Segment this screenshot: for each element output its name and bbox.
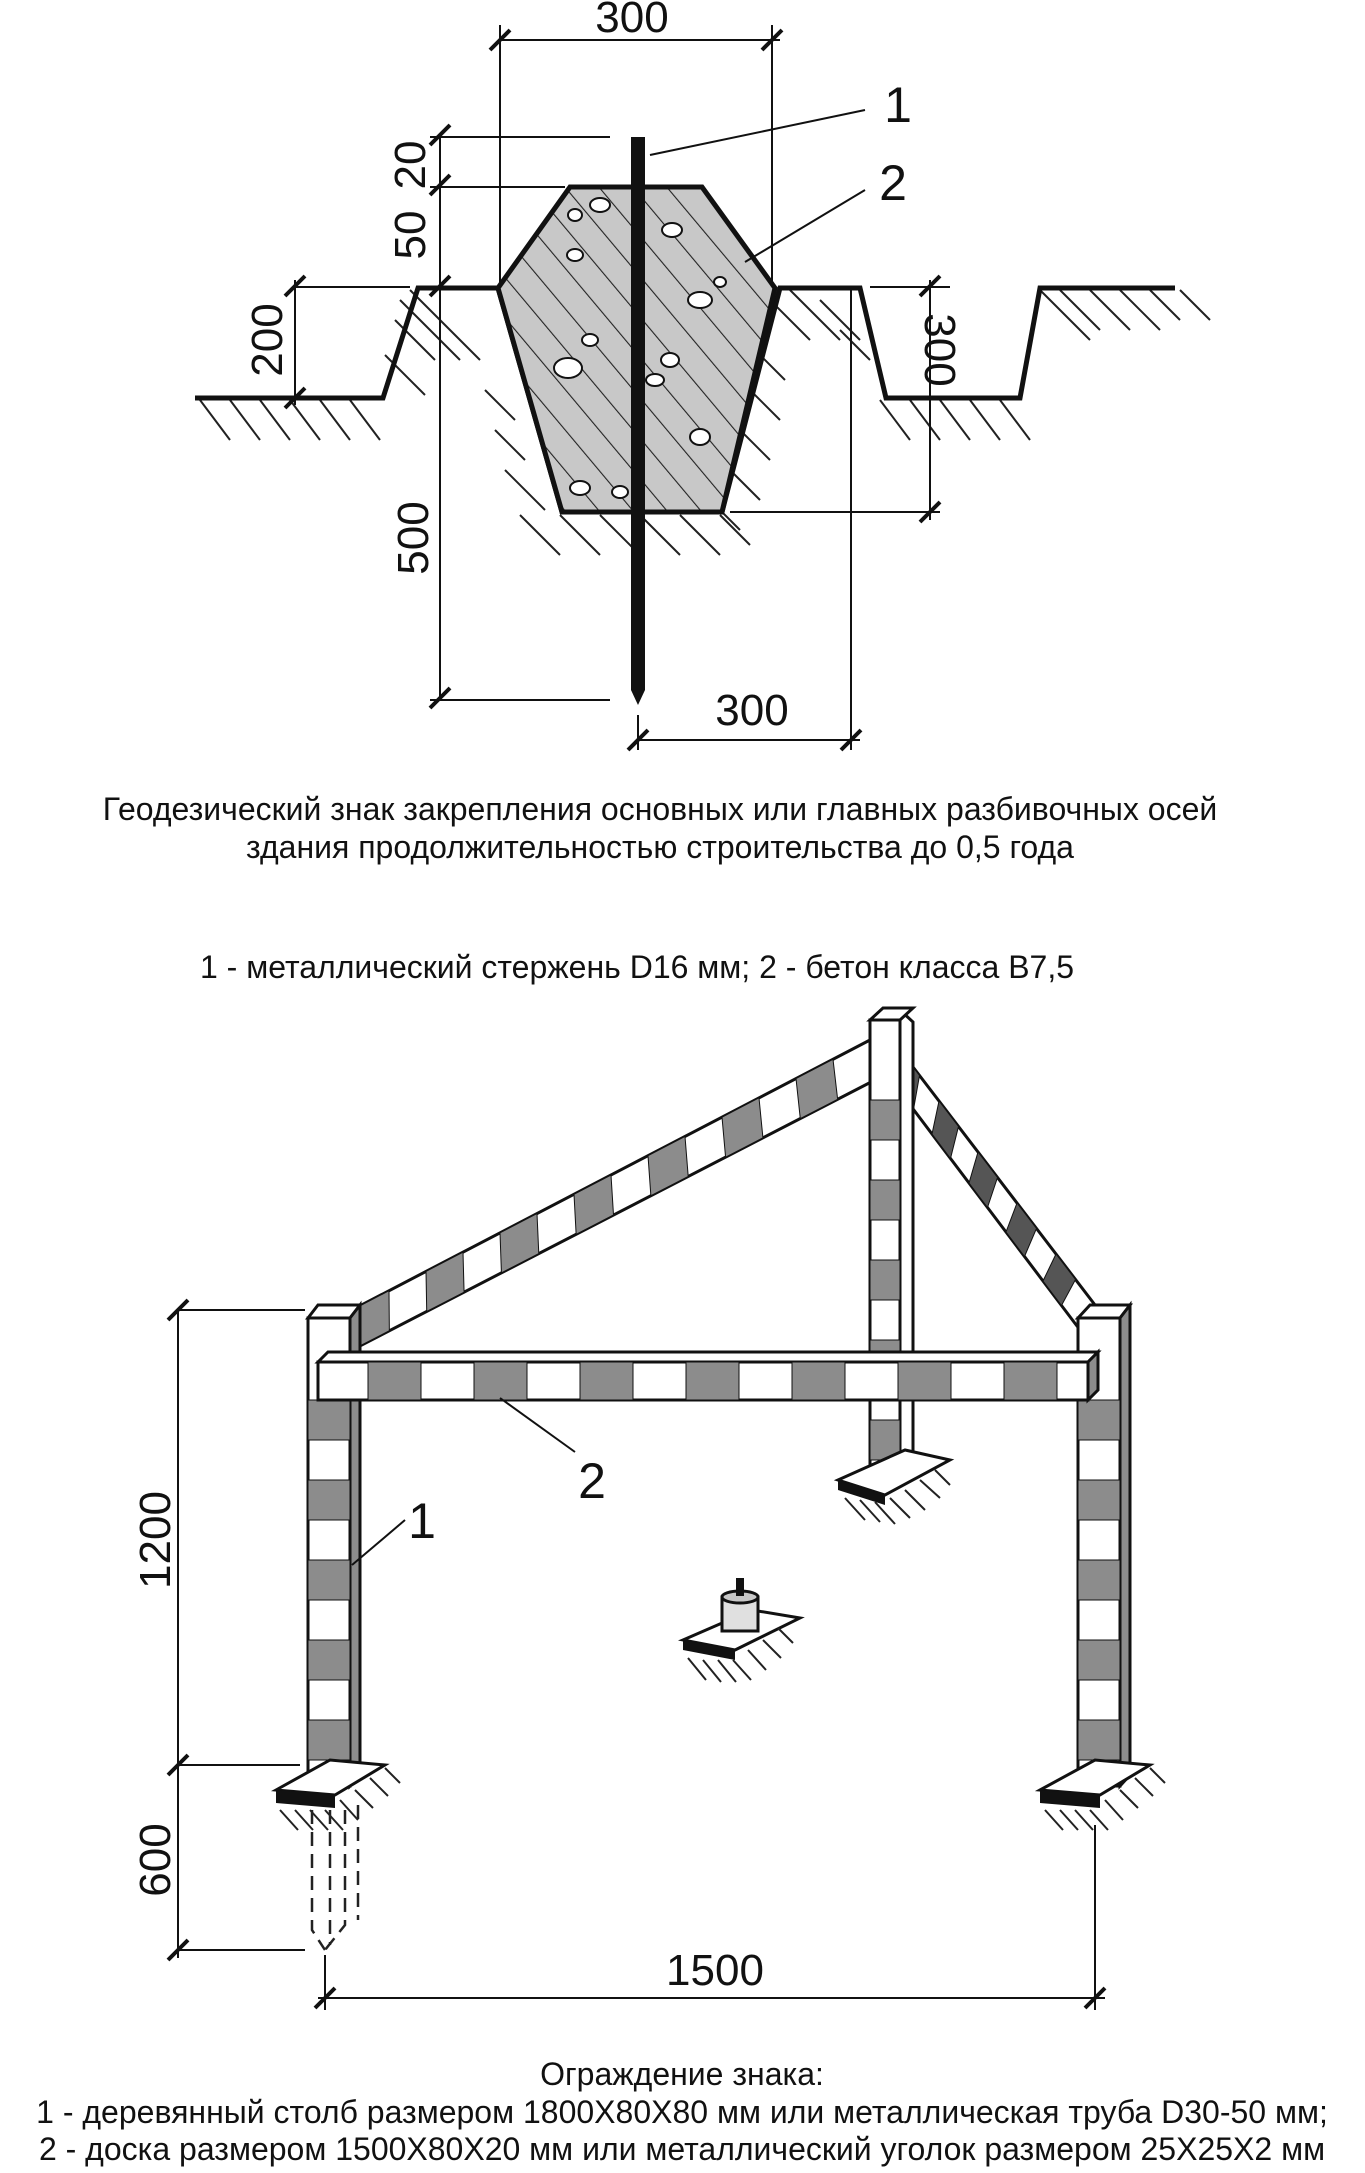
caption-fence-title: Ограждение знака: [540, 2056, 824, 2092]
callout-post: 1 [408, 1493, 436, 1549]
dim-depth-below: 500 [389, 501, 438, 575]
callout-rod: 1 [884, 77, 912, 133]
caption-top-line1: Геодезический знак закрепления основных или главных разбивочных осей [102, 791, 1218, 827]
legend-top: 1 - металлический стержень D16 мм; 2 - бетон класса В7,5 [199, 949, 1075, 985]
dim-width-top: 300 [595, 0, 669, 42]
dim-offset-bottom: 300 [715, 686, 789, 735]
dim-trench-right: 300 [915, 313, 964, 387]
dim-fence-height: 1200 [131, 1491, 180, 1589]
caption-top-line2: здания продолжительностью строительства до 0,5 года [246, 829, 1074, 865]
fence-figure [36, 1008, 1328, 2167]
base-back [838, 1450, 950, 1524]
center-mark [683, 1578, 800, 1682]
dim-concrete-above: 50 [386, 210, 435, 260]
dim-fence-depth: 600 [131, 1823, 180, 1897]
caption-fence-line1: 1 - деревянный столб размером 1800Х80Х80 мм или металлическая труба D30-50 мм; [36, 2094, 1328, 2130]
base-left [276, 1760, 400, 1950]
base-right [1040, 1760, 1165, 1830]
board-left-back [352, 1040, 875, 1350]
geodetic-mark-section [103, 0, 1217, 985]
dim-fence-span: 1500 [666, 1946, 764, 1995]
metal-rod [631, 137, 645, 705]
dim-side-trench: 200 [243, 303, 292, 377]
callout-concrete: 2 [879, 155, 907, 211]
board-front [318, 1352, 1098, 1400]
callout-board: 2 [578, 1453, 606, 1509]
board-right-back [895, 1050, 1095, 1330]
caption-fence-line2: 2 - доска размером 1500Х80Х20 мм или металлический уголок размером 25Х25Х2 мм [38, 2131, 1326, 2167]
dim-rod-above: 20 [386, 140, 435, 190]
